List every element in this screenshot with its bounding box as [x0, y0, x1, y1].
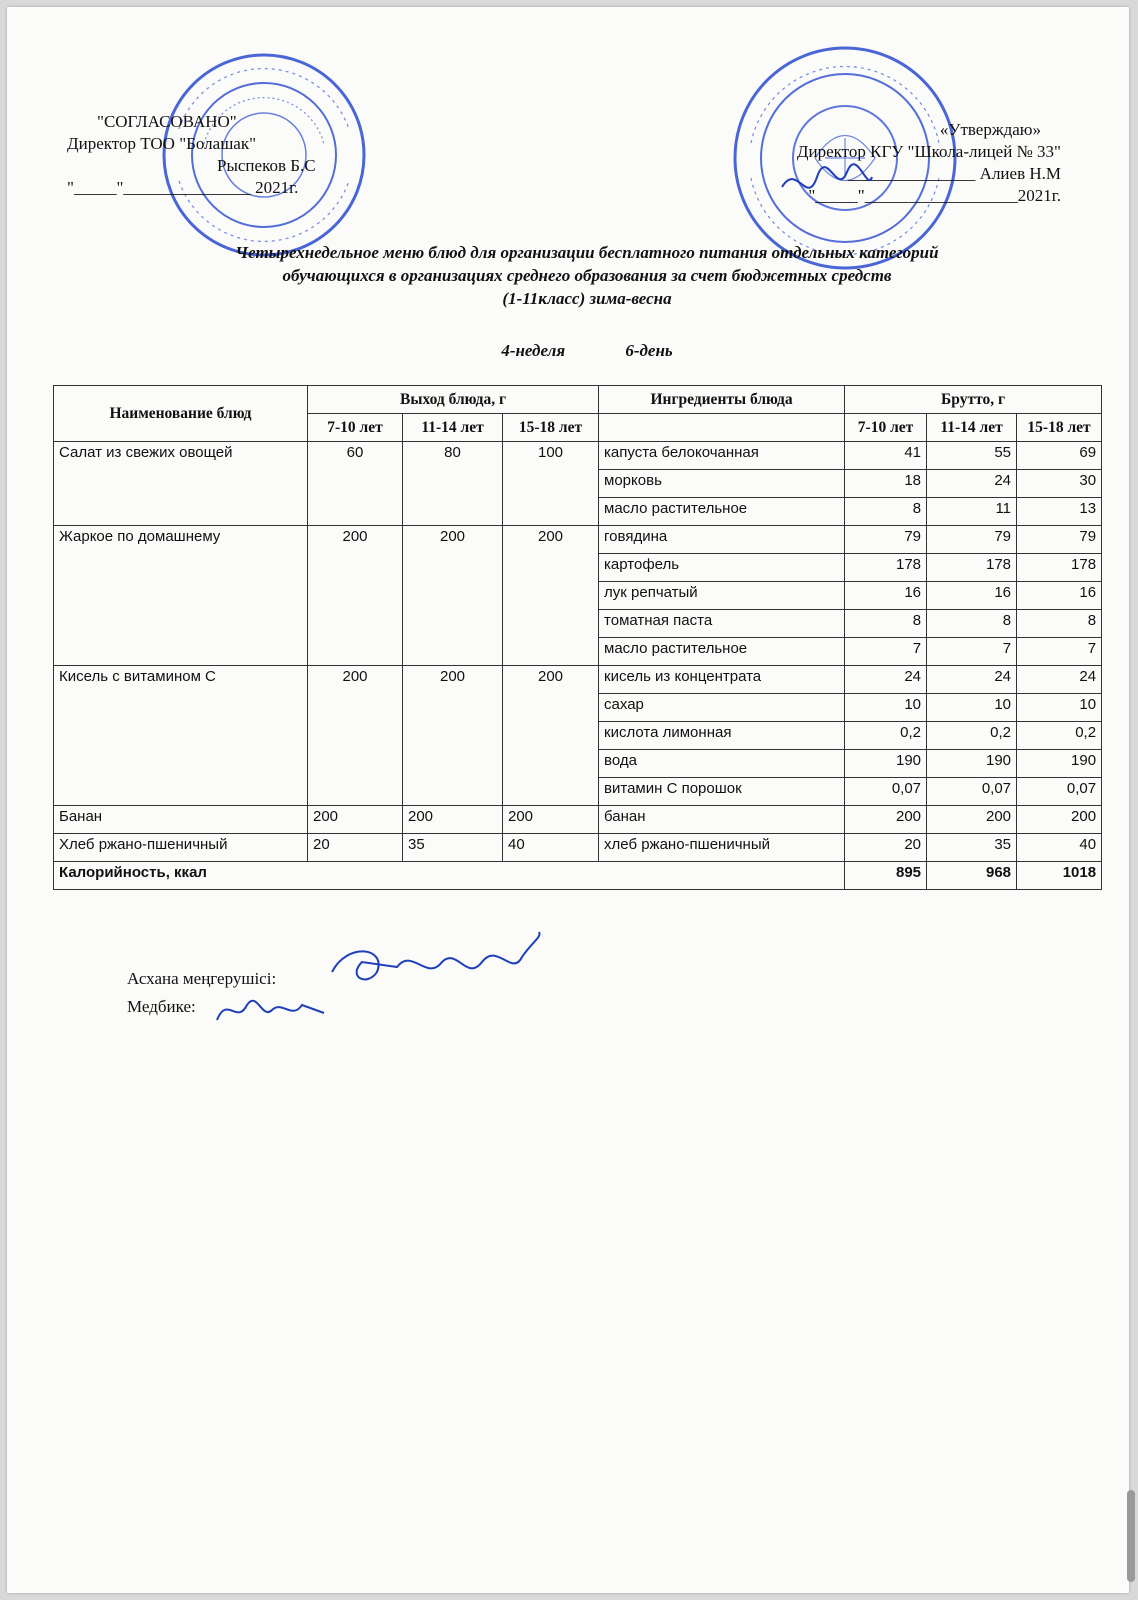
- dish-output: 200: [503, 666, 599, 806]
- ingredient-name: говядина: [599, 526, 845, 554]
- dish-output: 200: [308, 526, 403, 666]
- gross-value: 24: [927, 666, 1017, 694]
- ingredient-name: витамин С порошок: [599, 778, 845, 806]
- gross-value: 178: [845, 554, 927, 582]
- gross-value: 40: [1017, 834, 1102, 862]
- ingredient-name: картофель: [599, 554, 845, 582]
- dish-output: 200: [403, 806, 503, 834]
- gross-value: 16: [1017, 582, 1102, 610]
- table-row: [54, 806, 1102, 834]
- table-row: [54, 442, 1102, 470]
- nurse-signature: [212, 985, 332, 1030]
- gross-value: 79: [927, 526, 1017, 554]
- dish-output: 200: [503, 526, 599, 666]
- document-page: [7, 7, 1129, 1593]
- calorie-15-18: 1018: [1017, 862, 1102, 890]
- dish-output: 20: [308, 834, 403, 862]
- gross-value: 10: [927, 694, 1017, 722]
- header-gross-15-18: 15-18 лет: [1017, 414, 1102, 442]
- calorie-row: [54, 862, 1102, 890]
- gross-value: 41: [845, 442, 927, 470]
- gross-value: 0,2: [1017, 722, 1102, 750]
- canteen-manager-signature: [317, 927, 547, 1007]
- menu-table-body: [54, 442, 1102, 862]
- menu-table: [53, 385, 1102, 890]
- gross-value: 13: [1017, 498, 1102, 526]
- ingredient-name: кисель из концентрата: [599, 666, 845, 694]
- gross-value: 0,07: [1017, 778, 1102, 806]
- agreed-heading: "СОГЛАСОВАНО": [97, 112, 237, 131]
- dish-output: 200: [503, 806, 599, 834]
- gross-value: 20: [845, 834, 927, 862]
- calorie-7-10: 895: [845, 862, 927, 890]
- agreed-position: Директор ТОО "Болашак": [67, 134, 257, 153]
- header-output: Выход блюда, г: [308, 386, 599, 414]
- agreed-name: Рыспеков Б.С: [217, 156, 316, 175]
- week-day-line: [7, 341, 1138, 361]
- calorie-label: Калорийность, ккал: [54, 862, 845, 890]
- dish-output: 200: [308, 806, 403, 834]
- ingredient-name: масло растительное: [599, 498, 845, 526]
- gross-value: 35: [927, 834, 1017, 862]
- gross-value: 200: [1017, 806, 1102, 834]
- gross-value: 8: [845, 498, 927, 526]
- header-dish: Наименование блюд: [54, 386, 308, 442]
- dish-output: 60: [308, 442, 403, 526]
- gross-value: 190: [845, 750, 927, 778]
- approved-position: Директор КГУ "Школа-лицей № 33": [796, 142, 1061, 161]
- gross-value: 7: [1017, 638, 1102, 666]
- ingredient-name: капуста белокочанная: [599, 442, 845, 470]
- table-row: [54, 834, 1102, 862]
- approved-heading: «Утверждаю»: [939, 120, 1041, 139]
- dish-output: 80: [403, 442, 503, 526]
- gross-value: 24: [1017, 666, 1102, 694]
- gross-value: 190: [1017, 750, 1102, 778]
- gross-value: 8: [1017, 610, 1102, 638]
- gross-value: 24: [845, 666, 927, 694]
- ingredient-name: масло растительное: [599, 638, 845, 666]
- ingredient-name: вода: [599, 750, 845, 778]
- gross-value: 16: [927, 582, 1017, 610]
- ingredient-name: кислота лимонная: [599, 722, 845, 750]
- gross-value: 30: [1017, 470, 1102, 498]
- scrollbar[interactable]: [1127, 1490, 1135, 1582]
- gross-value: 0,07: [845, 778, 927, 806]
- title-line-1: Четырехнедельное меню блюд для организации бесплатного питания отдельных категорий: [235, 243, 939, 262]
- header-gross: Брутто, г: [845, 386, 1102, 414]
- document-title: [87, 241, 1087, 310]
- dish-output: 200: [308, 666, 403, 806]
- ingredient-name: морковь: [599, 470, 845, 498]
- gross-value: 178: [927, 554, 1017, 582]
- header-age-7-10: 7-10 лет: [308, 414, 403, 442]
- header-gross-7-10: 7-10 лет: [845, 414, 927, 442]
- gross-value: 8: [927, 610, 1017, 638]
- dish-output: 100: [503, 442, 599, 526]
- gross-value: 0,2: [927, 722, 1017, 750]
- table-row: [54, 666, 1102, 694]
- dish-name: Салат из свежих овощей: [54, 442, 308, 526]
- gross-value: 24: [927, 470, 1017, 498]
- gross-value: 8: [845, 610, 927, 638]
- approved-date: "_____"__________________2021г.: [808, 186, 1061, 205]
- gross-value: 178: [1017, 554, 1102, 582]
- gross-value: 69: [1017, 442, 1102, 470]
- header-ingredients: Ингредиенты блюда: [599, 386, 845, 414]
- ingredient-name: сахар: [599, 694, 845, 722]
- gross-value: 0,2: [845, 722, 927, 750]
- dish-name: Кисель с витамином С: [54, 666, 308, 806]
- approved-name: _______________ Алиев Н.М: [847, 164, 1061, 183]
- gross-value: 16: [845, 582, 927, 610]
- day-label: 6-день: [625, 341, 673, 360]
- dish-name: Жаркое по домашнему: [54, 526, 308, 666]
- ingredient-name: лук репчатый: [599, 582, 845, 610]
- dish-name: Хлеб ржано-пшеничный: [54, 834, 308, 862]
- header-age-11-14: 11-14 лет: [403, 414, 503, 442]
- canteen-manager-label: Асхана меңгерушісі:: [127, 969, 277, 988]
- gross-value: 10: [1017, 694, 1102, 722]
- gross-value: 7: [845, 638, 927, 666]
- gross-value: 200: [845, 806, 927, 834]
- gross-value: 10: [845, 694, 927, 722]
- ingredient-name: томатная паста: [599, 610, 845, 638]
- gross-value: 18: [845, 470, 927, 498]
- gross-value: 200: [927, 806, 1017, 834]
- ingredient-name: хлеб ржано-пшеничный: [599, 834, 845, 862]
- title-line-2: обучающихся в организациях среднего образования за счет бюджетных средств: [282, 266, 892, 285]
- gross-value: 7: [927, 638, 1017, 666]
- nurse-label: Медбике:: [127, 997, 196, 1016]
- agreed-block: [67, 111, 387, 199]
- dish-output: 200: [403, 666, 503, 806]
- dish-output: 40: [503, 834, 599, 862]
- gross-value: 0,07: [927, 778, 1017, 806]
- dish-name: Банан: [54, 806, 308, 834]
- dish-output: 200: [403, 526, 503, 666]
- header-ingredients-empty: [599, 414, 845, 442]
- gross-value: 79: [1017, 526, 1102, 554]
- ingredient-name: банан: [599, 806, 845, 834]
- header-gross-11-14: 11-14 лет: [927, 414, 1017, 442]
- gross-value: 79: [845, 526, 927, 554]
- dish-output: 35: [403, 834, 503, 862]
- gross-value: 190: [927, 750, 1017, 778]
- header-age-15-18: 15-18 лет: [503, 414, 599, 442]
- table-row: [54, 526, 1102, 554]
- title-line-3: (1-11класс) зима-весна: [502, 289, 672, 308]
- gross-value: 11: [927, 498, 1017, 526]
- calorie-11-14: 968: [927, 862, 1017, 890]
- week-label: 4-неделя: [501, 341, 566, 360]
- director-signature: [777, 157, 877, 217]
- gross-value: 55: [927, 442, 1017, 470]
- agreed-date: "_____"_______________ 2021г.: [67, 178, 299, 197]
